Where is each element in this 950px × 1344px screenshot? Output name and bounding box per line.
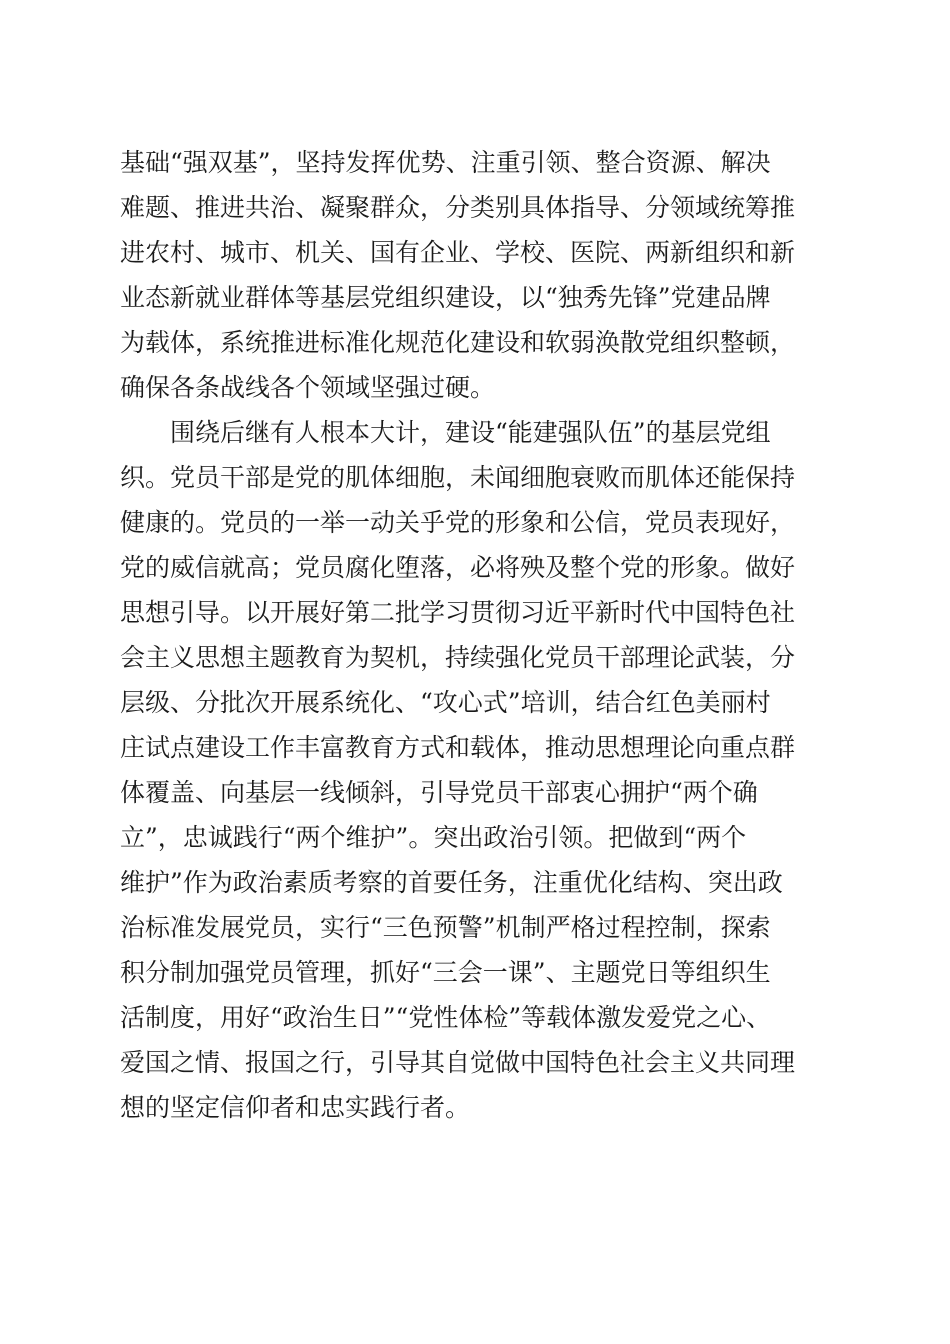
paragraph-line: 党的威信就高；党员腐化堕落，必将殃及整个党的形象。做好 xyxy=(120,553,796,582)
paragraph-line: 积分制加强党员管理，抓好“三会一课”、主题党日等组织生 xyxy=(120,958,771,987)
paragraph-line: 立”，忠诚践行“两个维护”。突出政治引领。把做到“两个 xyxy=(120,823,747,852)
paragraph-line: 爱国之情、报国之行，引导其自觉做中国特色社会主义共同理 xyxy=(120,1048,796,1077)
paragraph-line: 为载体，系统推进标准化规范化建设和软弱涣散党组织整顿， xyxy=(120,328,796,357)
paragraph-line: 确保各条战线各个领域坚强过硬。 xyxy=(120,373,496,402)
paragraph-line: 健康的。党员的一举一动关乎党的形象和公信，党员表现好， xyxy=(120,508,796,537)
paragraph-line: 基础“强双基”，坚持发挥优势、注重引领、整合资源、解决 xyxy=(120,148,771,177)
document-body xyxy=(120,140,840,1130)
paragraph-line: 会主义思想主题教育为契机，持续强化党员干部理论武装，分 xyxy=(120,643,796,672)
paragraph-line: 活制度，用好“政治生日”“党性体检”等载体激发爱党之心、 xyxy=(120,1003,772,1032)
paragraph-line: 织。党员干部是党的肌体细胞，未闻细胞衰败而肌体还能保持 xyxy=(120,463,796,492)
paragraph-line: 治标准发展党员，实行“三色预警”机制严格过程控制，探索 xyxy=(120,913,771,942)
paragraph-2 xyxy=(120,410,840,1130)
paragraph-line: 庄试点建设工作丰富教育方式和载体，推动思想理论向重点群 xyxy=(120,733,796,762)
paragraph-line: 业态新就业群体等基层党组织建设，以“独秀先锋”党建品牌 xyxy=(120,283,771,312)
paragraph-line: 想的坚定信仰者和忠实践行者。 xyxy=(120,1093,471,1122)
paragraph-line: 体覆盖、向基层一线倾斜，引导党员干部衷心拥护“两个确 xyxy=(120,778,758,807)
paragraph-line: 难题、推进共治、凝聚群众，分类别具体指导、分领域统筹推 xyxy=(120,193,796,222)
paragraph-line: 进农村、城市、机关、国有企业、学校、医院、两新组织和新 xyxy=(120,238,796,267)
paragraph-1 xyxy=(120,140,840,410)
paragraph-line: 思想引导。以开展好第二批学习贯彻习近平新时代中国特色社 xyxy=(120,598,796,627)
paragraph-line: 维护”作为政治素质考察的首要任务，注重优化结构、突出政 xyxy=(120,868,783,897)
paragraph-line: 围绕后继有人根本大计，建设“能建强队伍”的基层党组 xyxy=(120,418,771,447)
paragraph-line: 层级、分批次开展系统化、“攻心式”培训，结合红色美丽村 xyxy=(120,688,771,717)
